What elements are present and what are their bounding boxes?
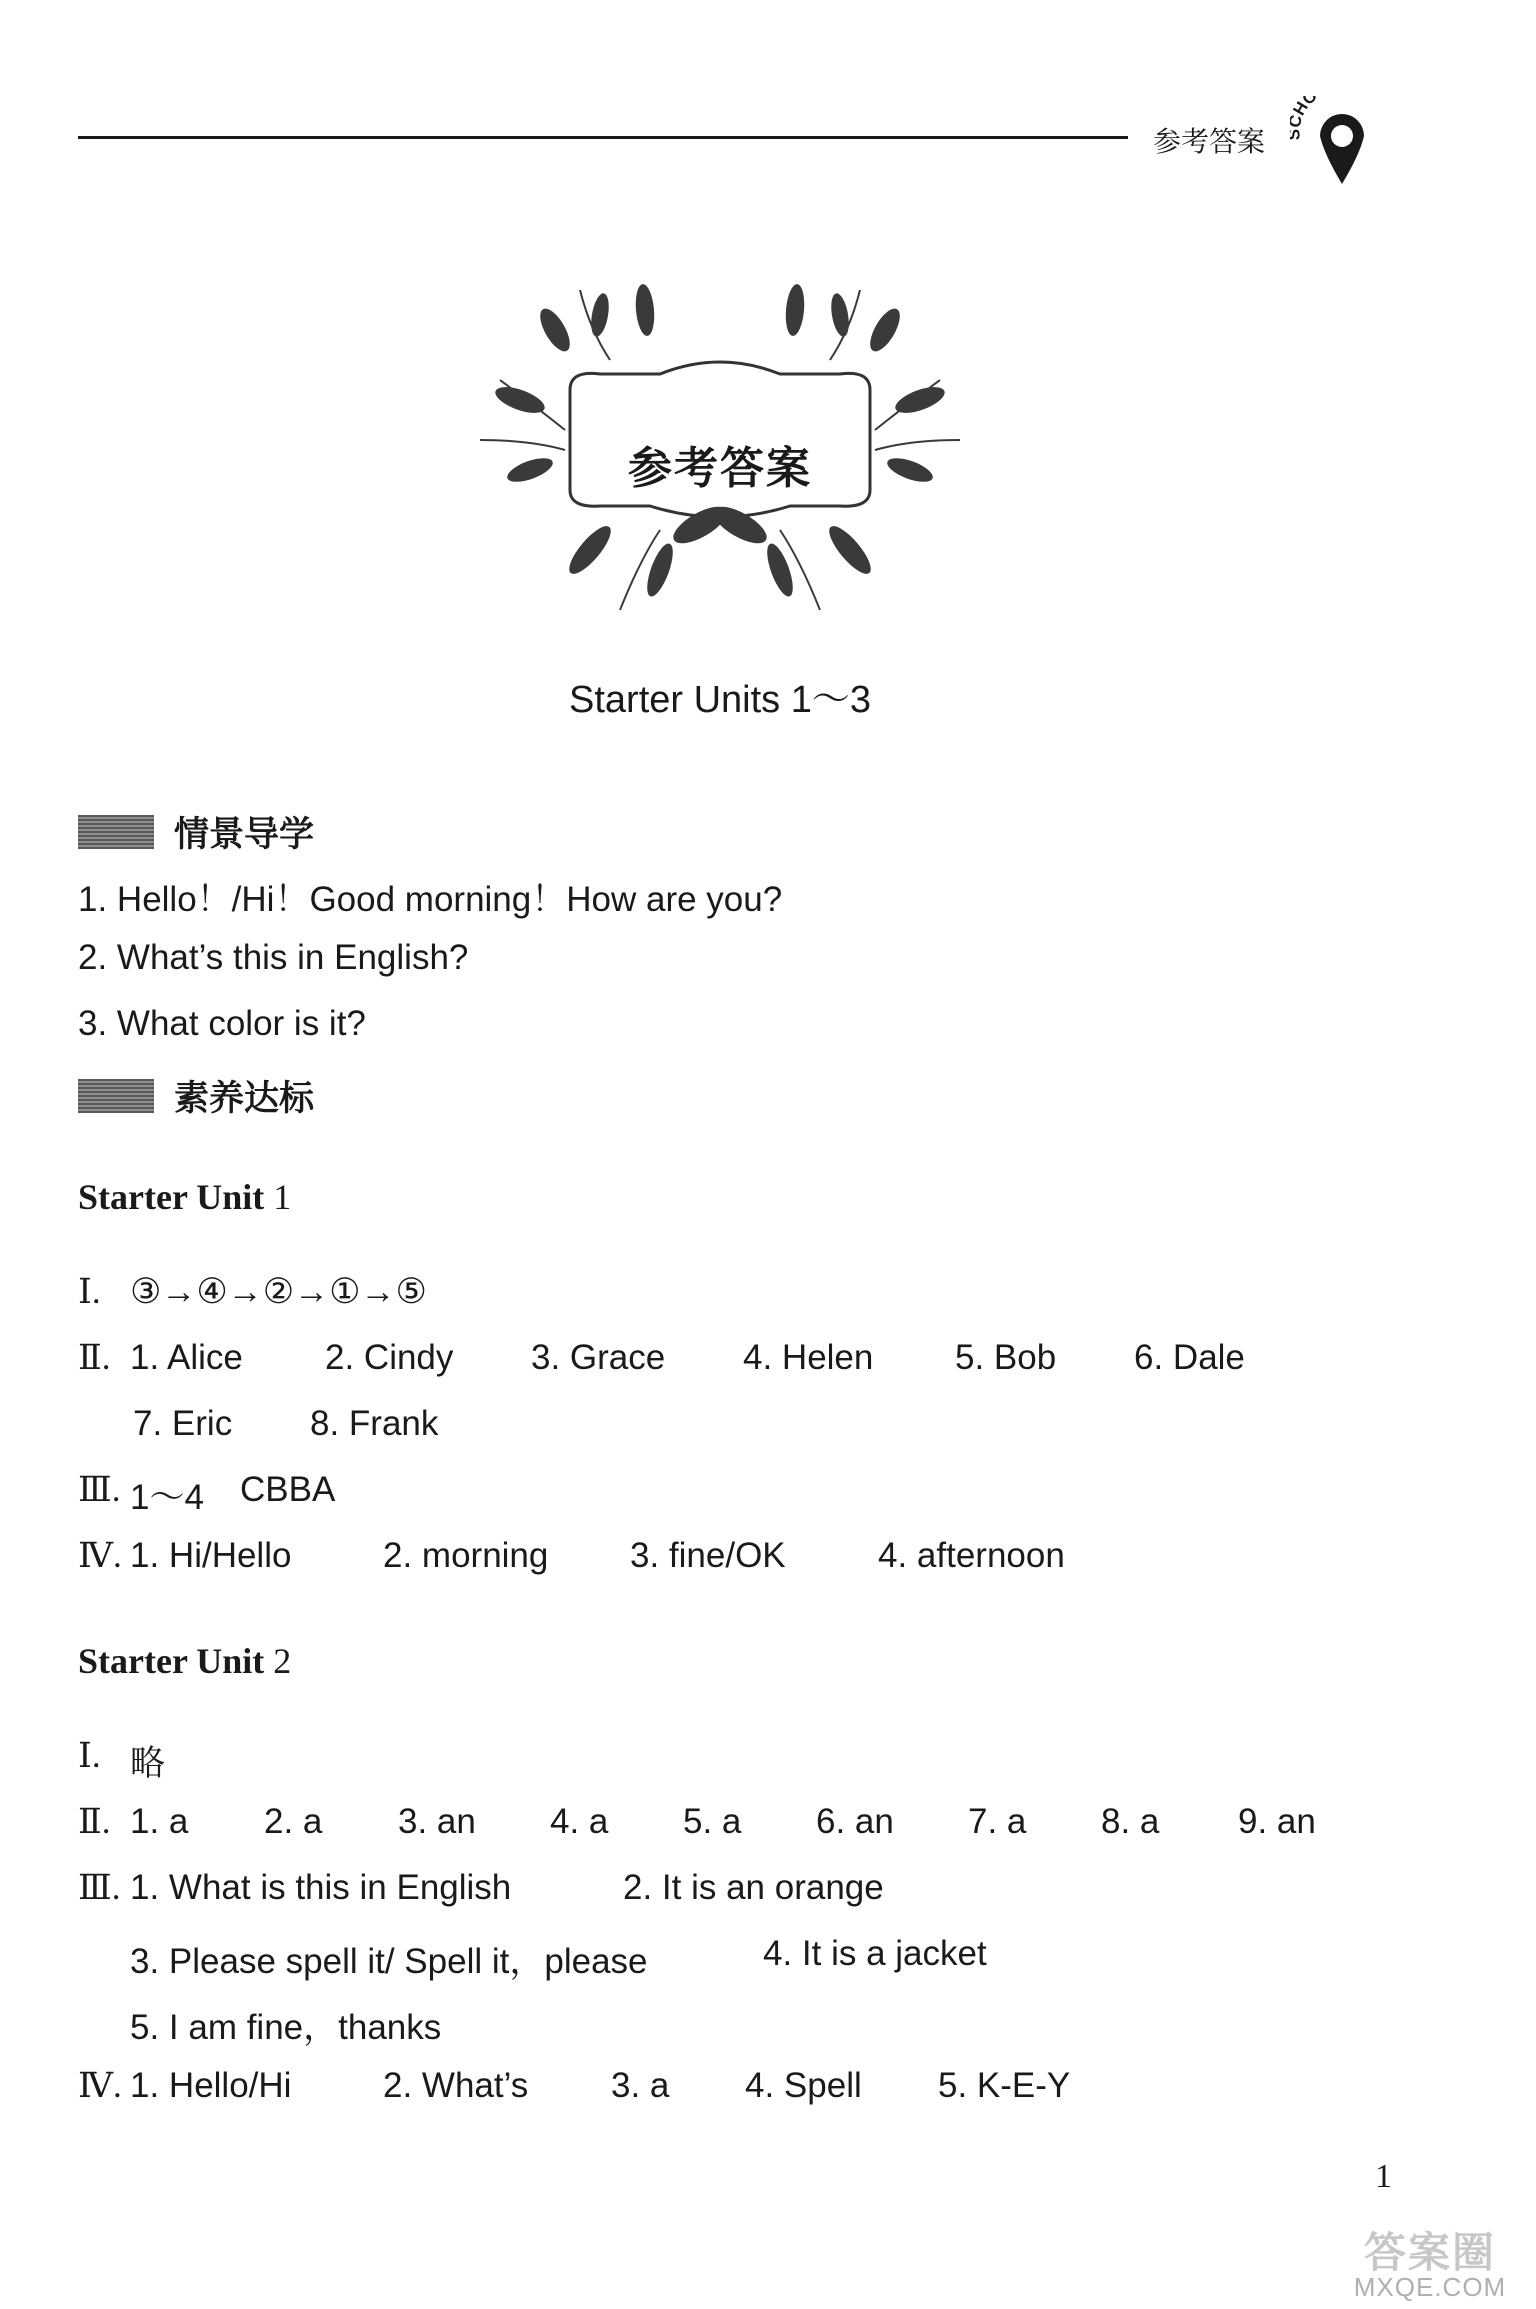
answer-item: 7. Eric — [133, 1404, 233, 1443]
answer-item: CBBA — [240, 1470, 336, 1509]
answer-item: 3. Grace — [531, 1338, 666, 1377]
question-numeral: Ⅱ. — [78, 1338, 111, 1377]
section-marker — [78, 1079, 154, 1113]
answer-item: 4. It is a jacket — [763, 1934, 987, 1973]
answer-item: 3. a — [611, 2066, 670, 2105]
watermark — [1330, 2220, 1530, 2304]
answer-item: 3. Please spell it/ Spell it，please — [130, 1942, 648, 1981]
answer-item: 5. a — [683, 1802, 742, 1841]
answer-item: 5. I am fine，thanks — [130, 2008, 442, 2047]
section-guide-heading — [78, 812, 314, 852]
page-number: 1 — [1375, 2158, 1392, 2195]
answer-item: 2. morning — [383, 1536, 549, 1575]
answer-item: 9. an — [1238, 1802, 1316, 1841]
answer-item: 1. Hi/Hello — [130, 1536, 292, 1575]
answer-item: 4. Spell — [745, 2066, 862, 2105]
section-practice-heading — [78, 1076, 314, 1116]
guide-line: 3. What color is it? — [78, 1004, 366, 1043]
answer-item: 2. What’s — [383, 2066, 529, 2105]
answer-item: 2. Cindy — [325, 1338, 454, 1377]
question-numeral: Ⅰ. — [78, 1272, 101, 1311]
section-label: 情景导学 — [174, 815, 315, 854]
section-label: 素养达标 — [174, 1079, 315, 1118]
watermark-url: MXQE.COM — [1353, 2272, 1507, 2302]
question-numeral: Ⅰ. — [78, 1736, 101, 1775]
answer-item: 1. Hello/Hi — [130, 2066, 292, 2105]
answer-item: 3. fine/OK — [630, 1536, 786, 1575]
answer-item: ③→④→②→①→⑤ — [130, 1272, 427, 1311]
unit-heading — [78, 1176, 291, 1218]
header-title: 参考答案 — [1153, 126, 1266, 157]
watermark-logo-text: 答案圈 — [1363, 2229, 1496, 2276]
answer-item: 4. Helen — [743, 1338, 874, 1377]
badge-title: 参考答案 — [628, 444, 812, 493]
answer-item: 2. It is an orange — [623, 1868, 884, 1907]
answer-item: 3. an — [398, 1802, 476, 1841]
answer-item: 4. afternoon — [878, 1536, 1065, 1575]
logo-text: HO — [1290, 96, 1322, 119]
map-pin-icon — [1290, 96, 1390, 186]
question-numeral: Ⅳ. — [78, 2066, 122, 2105]
answer-item: 5. Bob — [955, 1338, 1057, 1377]
unit-range-title: Starter Units 1～3 — [569, 679, 871, 721]
unit-heading — [78, 1640, 291, 1682]
answer-item: 1. a — [130, 1802, 189, 1841]
answer-item: 1～4 — [130, 1478, 204, 1517]
answer-item: 6. an — [816, 1802, 894, 1841]
question-numeral: Ⅲ. — [78, 1868, 121, 1907]
unit-heading-number: 2 — [273, 1641, 292, 1681]
answer-item: 6. Dale — [1134, 1338, 1245, 1377]
answer-item: 5. K-E-Y — [938, 2066, 1071, 2105]
section-marker — [78, 815, 154, 849]
header-rule — [78, 136, 1128, 139]
answer-item: 略 — [130, 1744, 166, 1783]
answer-item: 8. a — [1101, 1802, 1160, 1841]
answer-item: 7. a — [968, 1802, 1027, 1841]
unit-heading-number: 1 — [273, 1177, 292, 1217]
answer-item: 4. a — [550, 1802, 609, 1841]
guide-line: 2. What’s this in English? — [78, 938, 469, 977]
question-numeral: Ⅳ. — [78, 1536, 122, 1575]
unit-heading-label: Starter Unit — [78, 1177, 265, 1217]
answer-item: 1. What is this in English — [130, 1868, 512, 1907]
answer-item: 8. Frank — [310, 1404, 439, 1443]
guide-line: 1. Hello！/Hi！Good morning！How are you? — [78, 880, 783, 919]
question-numeral: Ⅲ. — [78, 1470, 121, 1509]
answer-item: 2. a — [264, 1802, 323, 1841]
question-numeral: Ⅱ. — [78, 1802, 111, 1841]
unit-heading-label: Starter Unit — [78, 1641, 265, 1681]
answer-item: 1. Alice — [130, 1338, 243, 1377]
